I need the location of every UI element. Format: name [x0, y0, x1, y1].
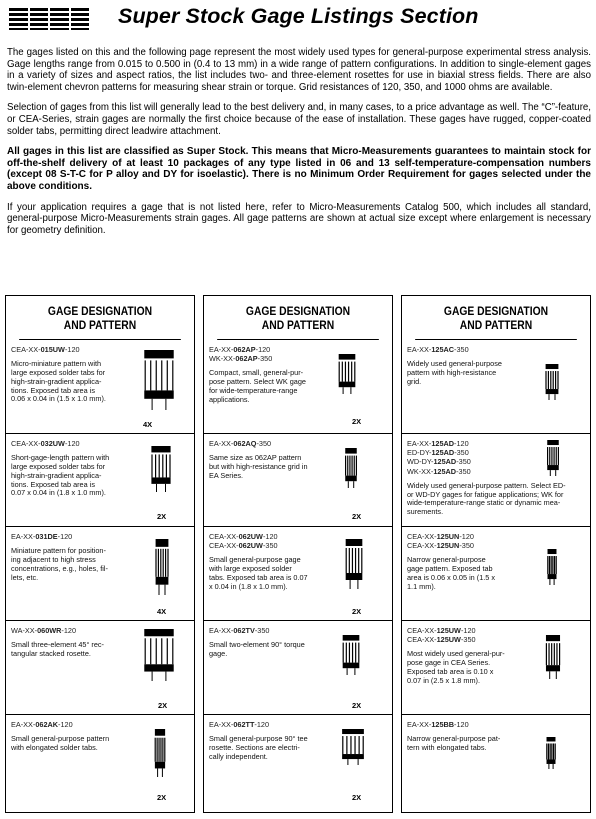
gage-description-line: for wide-temperature-range — [209, 385, 298, 395]
gage-cell — [6, 715, 194, 808]
gage-description-line: high-strain-gradient applica- — [11, 470, 102, 480]
gage-code-pattern: 125AD — [431, 448, 455, 458]
gage-description — [407, 482, 585, 517]
gage-code-resistance: -120 — [454, 720, 469, 729]
gage-designation — [407, 626, 476, 644]
gage-description-line: high-strain-gradient applica- — [11, 376, 102, 386]
gage-code — [209, 439, 271, 448]
gage-code-pattern: 062UW — [238, 532, 263, 541]
gage-code-prefix: ED-DY- — [407, 448, 432, 458]
gage-pattern-icon — [544, 440, 562, 481]
gage-column — [203, 295, 393, 813]
gage-code-resistance: -350 — [459, 541, 474, 551]
gage-cell — [204, 340, 392, 434]
gage-description-line: surements. — [407, 507, 444, 517]
gage-description — [407, 556, 525, 591]
gage-code-prefix: EA-XX- — [209, 720, 234, 729]
gage-code-resistance: -350 — [454, 448, 469, 458]
column-header-line: GAGE DESIGNATION — [245, 304, 351, 318]
gage-code — [407, 635, 476, 644]
gage-designation — [11, 532, 72, 541]
gage-description-line: EA Series. — [209, 470, 244, 480]
gage-pattern-icon — [544, 737, 558, 774]
gage-code-prefix: CEA-XX- — [407, 626, 437, 635]
gage-description-line: area is 0.06 x 0.05 in (1.5 x — [407, 572, 496, 582]
gage-cell — [402, 621, 590, 715]
gage-description-line: Most widely used general-pur- — [407, 649, 505, 659]
gage-designation — [11, 720, 73, 729]
gage-pattern-icon — [146, 446, 176, 497]
gage-designation — [209, 626, 269, 635]
gage-code — [407, 626, 476, 635]
gage-description-line: Short-gage-length pattern with — [11, 453, 110, 463]
gage-pattern-icon — [136, 629, 182, 686]
gage-code — [407, 448, 471, 457]
gage-code-prefix: CEA-XX- — [11, 439, 41, 448]
gage-description — [11, 735, 129, 753]
gage-cell — [6, 621, 194, 715]
gage-description-line: Compact, small, general-pur- — [209, 368, 304, 378]
intro-paragraph-2: Selection of gages from this list will generally lead to the best delivery and, in many cases, to a price advantage as well. The “C”-feature, or CEA-Series, strain gages are normally the first choice because of the ease of installation. These gages have rugged, copper-coated solder tabs, permitting direct leadwire attachment. — [7, 102, 591, 137]
gage-code-pattern: 125AD — [433, 466, 457, 476]
gage-code — [407, 439, 471, 448]
gage-description-line: concentrations, e.g., holes, fil- — [11, 563, 108, 573]
gage-code — [407, 467, 471, 476]
gage-code — [407, 541, 474, 550]
gage-cell — [6, 434, 194, 527]
gage-description-line: Widely used general-purpose pattern. Select ED- — [407, 480, 566, 490]
gage-code-pattern: 060WR — [37, 626, 62, 635]
gage-code-pattern: 125AD — [431, 439, 455, 448]
gage-code — [407, 532, 474, 541]
gage-description-line: with large exposed solder — [209, 564, 292, 574]
column-header — [415, 296, 577, 340]
gage-pattern-icon — [341, 539, 367, 594]
gage-designation — [11, 439, 80, 448]
gage-code — [407, 345, 469, 354]
gage-description-line: rosette. Sections are electri- — [209, 742, 300, 752]
gage-description-line: but with high-resistance grid in — [209, 461, 308, 471]
logo-bar — [30, 8, 49, 30]
page-title: Super Stock Gage Listings Section — [118, 4, 479, 28]
gage-cell — [402, 340, 590, 434]
gage-code-prefix: WK-XX- — [407, 466, 434, 476]
gage-code-prefix: EA-XX- — [209, 439, 234, 448]
gage-description-line: 0.07 x 0.04 in (1.8 x 1.0 mm). — [11, 488, 106, 498]
gage-description — [11, 454, 129, 498]
gage-code-pattern: 062AK — [35, 720, 59, 729]
gage-description-line: Narrow general-purpose — [407, 555, 486, 565]
gage-code-pattern: 125UW — [436, 635, 461, 645]
gage-designation — [209, 720, 269, 729]
gage-cell — [204, 621, 392, 715]
gage-column — [401, 295, 591, 813]
gage-code-pattern: 125AD — [433, 457, 457, 467]
gage-description-line: tions. Exposed tab area is — [11, 479, 95, 489]
column-header-line: AND PATTERN — [261, 318, 335, 332]
column-header-line: GAGE DESIGNATION — [443, 304, 549, 318]
gage-code-prefix: WK-XX- — [209, 354, 236, 364]
gage-description-line: 0.06 x 0.04 in (1.5 x 1.0 mm). — [11, 394, 106, 404]
gage-pattern-icon — [336, 729, 370, 770]
gage-description — [209, 454, 327, 480]
logo-bar — [71, 8, 90, 30]
gage-description-line: pattern with high-resistance — [407, 367, 497, 377]
gage-description — [407, 650, 525, 685]
gage-code-pattern: 125BB — [431, 720, 455, 729]
gage-cell — [204, 715, 392, 808]
gage-code-resistance: -120 — [460, 626, 476, 635]
gage-description-line: tern with elongated tabs. — [407, 742, 487, 752]
scale-factor: 4X — [143, 420, 153, 429]
gage-description — [407, 735, 525, 753]
gage-code-pattern: 062TT — [233, 720, 255, 729]
gage-description-line: large exposed solder tabs for — [11, 461, 106, 471]
gage-code-prefix: CEA-XX- — [209, 532, 239, 541]
gage-code-resistance: -350 — [456, 457, 471, 467]
gage-code-resistance: -350 — [460, 635, 476, 645]
gage-code-resistance: -120 — [262, 532, 278, 541]
gage-description-line: Widely used general-purpose — [407, 359, 502, 369]
gage-code — [11, 720, 73, 729]
logo — [9, 8, 89, 30]
gage-code-pattern: 032UW — [40, 439, 65, 448]
gage-description-line: with elongated solder tabs. — [11, 742, 98, 752]
logo-bar — [50, 8, 69, 30]
gage-description-line: 1.1 mm). — [407, 581, 436, 591]
column-header — [19, 296, 181, 340]
gage-description — [11, 360, 129, 404]
gage-code-pattern: 125UN — [436, 532, 460, 541]
gage-description-line: applications. — [209, 394, 250, 404]
gage-column — [5, 295, 195, 813]
gage-code-resistance: -120 — [459, 532, 474, 541]
gage-description — [407, 360, 525, 386]
gage-pattern-icon — [334, 354, 360, 399]
gage-code-pattern: 015UW — [40, 345, 65, 354]
gage-cell — [6, 527, 194, 621]
gage-description — [11, 547, 129, 582]
column-header-line: AND PATTERN — [63, 318, 137, 332]
gage-code-prefix: EA-XX- — [11, 532, 36, 541]
column-header — [217, 296, 379, 340]
gage-description — [209, 369, 327, 404]
gage-code-pattern: 031DE — [35, 532, 58, 541]
gage-code-pattern: 062AP — [233, 345, 256, 354]
gage-cell — [402, 527, 590, 621]
gage-description — [209, 641, 327, 659]
gage-code — [11, 532, 72, 541]
gage-code-pattern: 062UW — [238, 541, 263, 551]
gage-code-prefix: EA-XX- — [407, 720, 432, 729]
scale-factor: 2X — [352, 512, 362, 521]
gage-code — [209, 345, 272, 354]
gage-code — [209, 626, 269, 635]
gage-description-line: Small three-element 45° rec- — [11, 640, 104, 650]
gage-designation — [407, 439, 471, 476]
gage-description-line: large exposed solder tabs for — [11, 367, 106, 377]
gage-description — [209, 556, 327, 591]
gage-description — [209, 735, 327, 761]
gage-description-line: wide-temperature-range static or dynamic mea- — [407, 498, 561, 508]
gage-code-resistance: -120 — [254, 720, 270, 729]
gage-pattern-icon — [542, 635, 564, 684]
gage-description-line: Small two-element 90° torque — [209, 640, 305, 650]
scale-factor: 2X — [352, 793, 362, 802]
gage-code-prefix: WD-DY- — [407, 457, 434, 467]
gage-description-line: gage pattern. Exposed tab — [407, 564, 493, 574]
gage-designation — [407, 532, 474, 550]
gage-description-line: or WD-DY gages for fatigue applications; WK for — [407, 489, 564, 499]
logo-bar — [9, 8, 28, 30]
scale-factor: 2X — [157, 793, 167, 802]
intro-text — [7, 47, 591, 245]
gage-code — [11, 626, 76, 635]
gage-pattern-icon — [338, 635, 364, 680]
gage-code-resistance: -120 — [255, 345, 271, 354]
gage-description-line: x 0.04 in (1.8 x 1.0 mm). — [209, 581, 288, 591]
gage-code-resistance: -350 — [456, 466, 471, 476]
gage-code-pattern: 062TV — [233, 626, 255, 635]
gage-code-pattern: 062AP — [235, 354, 258, 364]
gage-description-line: lets, etc. — [11, 572, 39, 582]
gage-code — [407, 720, 469, 729]
gage-description-line: Small general-purpose pattern — [11, 734, 110, 744]
gage-designation — [11, 626, 76, 635]
gage-description-line: Miniature pattern for position- — [11, 546, 106, 556]
gage-code-prefix: CEA-XX- — [209, 541, 239, 551]
gage-description-line: Small general-purpose gage — [209, 555, 301, 565]
gage-code-pattern: 062AQ — [233, 439, 257, 448]
intro-paragraph-3: All gages in this list are classified as Super Stock. This means that Micro-Measurements guarantees to maintain stock for off-the-shelf delivery of at least 10 packages of any type listed in 06 and 13 self-temperature-compensation numbers (except 08 S-T-C for P alloy and DY for isoelastic). There is no Minimum Order Requirement for gages selected under the above conditions. — [7, 146, 591, 192]
gage-description-line: Same size as 062AP pattern — [209, 453, 302, 463]
gage-code-prefix: CEA-XX- — [407, 541, 437, 551]
gage-designation — [209, 532, 278, 550]
gage-cell — [204, 434, 392, 527]
gage-code-prefix: EA-XX- — [11, 720, 36, 729]
column-header-line: GAGE DESIGNATION — [47, 304, 153, 318]
gage-code — [11, 345, 80, 354]
gage-description-line: grid. — [407, 376, 422, 386]
gage-description — [11, 641, 129, 659]
gage-code — [11, 439, 80, 448]
gage-code-prefix: EA-XX- — [407, 345, 432, 354]
gage-description-line: ing adjacent to high stress — [11, 554, 96, 564]
gage-code-resistance: -350 — [254, 626, 270, 635]
gage-designation — [209, 345, 272, 363]
scale-factor: 2X — [157, 512, 167, 521]
gage-designation — [11, 345, 80, 354]
scale-factor: 4X — [157, 607, 167, 616]
gage-description-line: gage. — [209, 648, 228, 658]
gage-code-resistance: -350 — [262, 541, 278, 551]
gage-description-line: Narrow general-purpose pat- — [407, 734, 501, 744]
gage-description-line: tabs. Exposed tab area is 0.07 — [209, 572, 308, 582]
intro-paragraph-1: The gages listed on this and the following page represent the most widely used types for general-purpose experimental stress analysis. Gage lengths range from 0.015 to 0.500 in (0.4 to 13 mm) in a wide range of pattern configurations. In addition to single-element gages in a variety of sizes and aspect ratios, the list includes two- and three-element rosettes for use in biaxial stress fields. There are also twin-element chevron patterns for measuring shear strain or torque. Grid resistances of 120, 350, and 1000 ohms are available. — [7, 47, 591, 93]
gage-pattern-icon — [152, 729, 168, 782]
gage-code-prefix: EA-XX- — [407, 439, 432, 448]
gage-code-prefix: EA-XX- — [209, 345, 234, 354]
gage-designation — [407, 345, 469, 354]
gage-code-resistance: -350 — [257, 354, 273, 364]
gage-description-line: cally independent. — [209, 751, 268, 761]
gage-code-prefix: EA-XX- — [209, 626, 234, 635]
gage-designation — [209, 439, 271, 448]
gage-cell — [6, 340, 194, 434]
gage-code-pattern: 125UW — [436, 626, 461, 635]
gage-description-line: pose pattern. Select WK gage — [209, 377, 306, 387]
gage-code-prefix: WA-XX- — [11, 626, 38, 635]
gage-description-line: Small general-purpose 90° tee — [209, 734, 308, 744]
gage-pattern-icon — [152, 539, 172, 600]
gage-designation — [407, 720, 469, 729]
gage-code-resistance: -120 — [64, 439, 80, 448]
gage-description-line: Micro-miniature pattern with — [11, 359, 102, 369]
gage-code-pattern: 125AC — [431, 345, 455, 354]
gage-code-prefix: CEA-XX- — [407, 635, 437, 645]
gage-code — [209, 720, 269, 729]
gage-pattern-icon — [136, 350, 182, 415]
gage-code-resistance: -120 — [58, 720, 73, 729]
column-header-line: AND PATTERN — [459, 318, 533, 332]
gage-cell — [402, 715, 590, 808]
scale-factor: 2X — [352, 607, 362, 616]
gage-pattern-icon — [542, 364, 562, 405]
gage-cell — [204, 527, 392, 621]
gage-cell — [402, 434, 590, 527]
gage-pattern-icon — [342, 448, 360, 493]
scale-factor: 2X — [352, 417, 362, 426]
gage-description-line: pose gage in CEA Series. — [407, 658, 491, 668]
gage-code-resistance: -120 — [57, 532, 73, 541]
gage-code-pattern: 125UN — [436, 541, 460, 551]
gage-code-resistance: -350 — [256, 439, 272, 448]
gage-code — [209, 532, 278, 541]
gage-code-prefix: CEA-XX- — [407, 532, 437, 541]
gage-code-resistance: -120 — [454, 439, 469, 448]
gage-description-line: tions. Exposed tab area is — [11, 385, 95, 395]
gage-code-resistance: -120 — [61, 626, 77, 635]
gage-description-line: Exposed tab area is 0.10 x — [407, 666, 494, 676]
gage-description-line: 0.07 in (2.5 x 1.8 mm). — [407, 675, 480, 685]
gage-code-resistance: -120 — [64, 345, 80, 354]
scale-factor: 2X — [352, 701, 362, 710]
gage-code-prefix: CEA-XX- — [11, 345, 41, 354]
gage-pattern-icon — [545, 549, 559, 590]
gage-code — [407, 457, 471, 466]
gage-code — [209, 541, 278, 550]
gage-description-line: tangular stacked rosette. — [11, 648, 91, 658]
gage-code-resistance: -350 — [454, 345, 469, 354]
scale-factor: 2X — [158, 701, 168, 710]
intro-paragraph-4: If your application requires a gage that is not listed here, refer to Micro-Measurements Catalog 500, which includes all standard, general-purpose Micro-Measurements strain gages. All gage patterns are shown at actual size except where enlargement is necessary for geometry definition. — [7, 201, 591, 236]
gage-code — [209, 354, 272, 363]
